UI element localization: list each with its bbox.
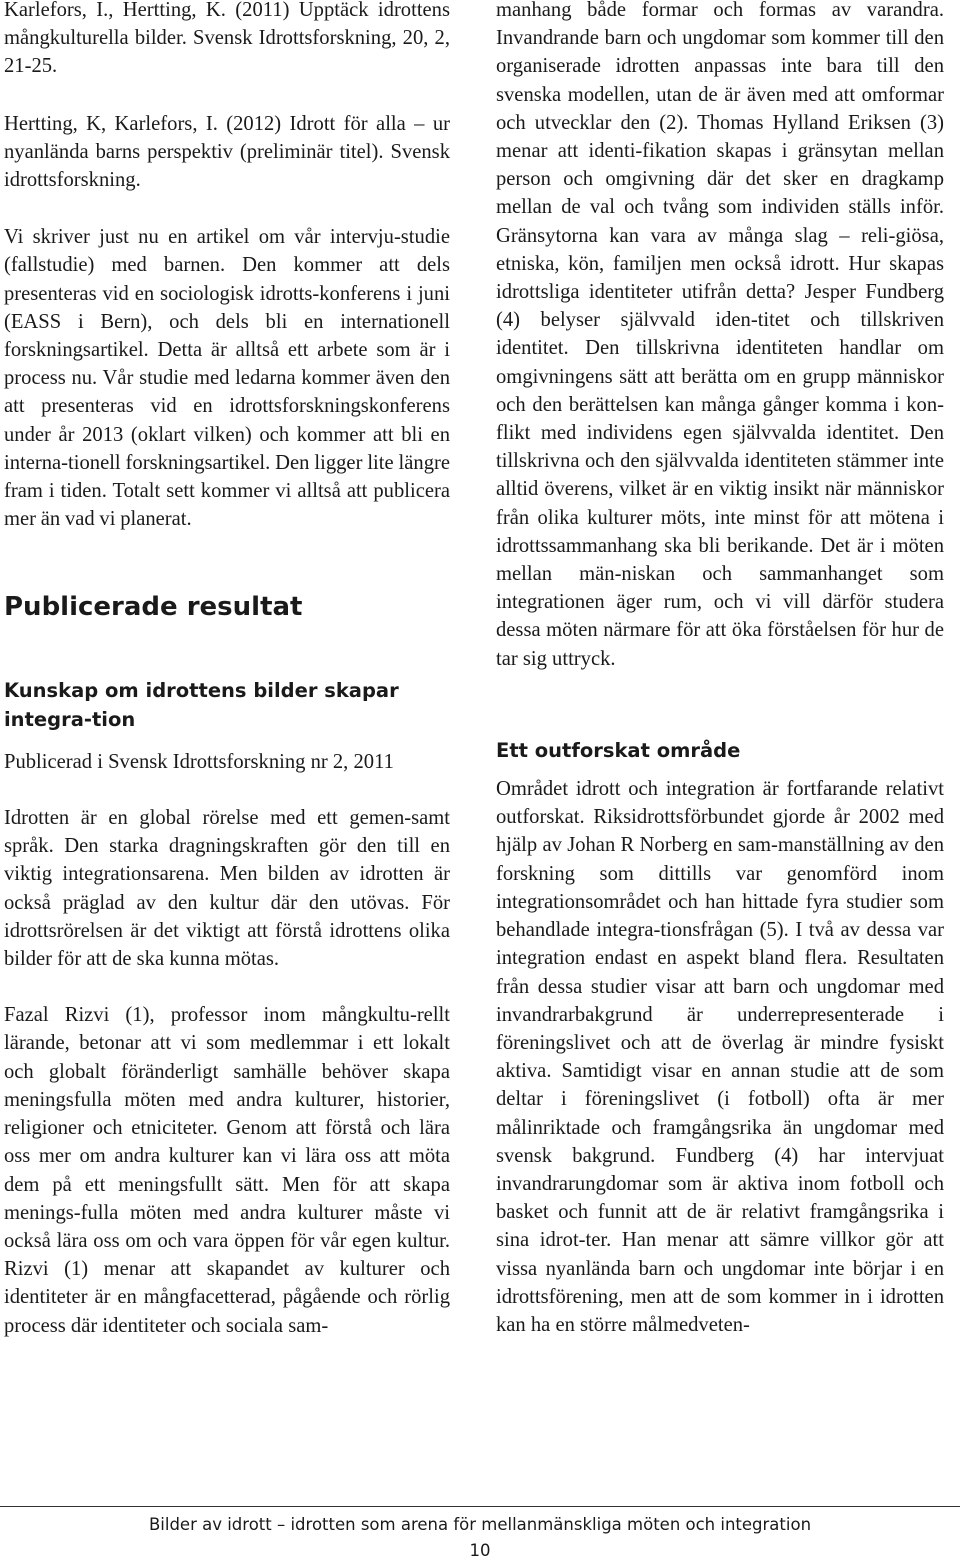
paragraph-global-movement: Idrotten är en global rörelse med ett gemen-samt språk. Den starka dragningskraften gör den till en viktig integrationsarena. Men bilden av idrotten är också präglad av den kultur där den utövas. För idrottsrörelsen är det viktigt att förstå idrottens olika bilder för att de ska kunna mötas.: [4, 807, 450, 971]
section-subheading-outforskat: Ett outforskat område: [496, 738, 741, 762]
reference-karlefors-hertting-2011: Karlefors, I., Hertting, K. (2011) Upptäck idrottens mångkulturella bilder. Svensk Idrottsforskning, 20, 2, 21-25.: [4, 0, 450, 78]
left-column: [4, 0, 450, 1340]
paragraph-outforskat-omrade: Området idrott och integration är fortfarande relativt outforskat. Riksidrottsförbundet gjorde år 2002 med hjälp av Johan R Norberg en sam-manställning av den forskning som dittills var genomförd inom integrationsområdet och han hittade fyra studier som behandlade integra-tionsfrågan (5). I två av dessa var integration endast en aspekt bland flera. Resultaten från dessa studier visar att barn och ungdomar med invandrarbakgrund är underrepresenterade i föreningslivet och att de överlag är mindre fysiskt aktiva. Samtidigt visar en annan studie att de som deltar i föreningslivet (i fotboll) ofta är mer målinriktade och framgångsrika än ungdomar med svensk bakgrund. Fundberg (4) har intervjuat invandrarungdomar som är aktiva inom fotboll och basket och funnit att de är relativt framgångsrika i sina idrot-ter. Han menar att sämre villkor gör att vissa nyanlända barn och ungdomar inte börjar i en idrottsförening, men att de som kommer in i idrotten kan ha en större målmedveten-: [496, 778, 944, 1336]
right-column: [496, 0, 944, 1339]
page-number: 10: [469, 1541, 491, 1560]
footer-caption: Bilder av idrott – idrotten som arena för mellanmänskliga möten och integration: [148, 1515, 812, 1534]
paragraph-rizvi: Fazal Rizvi (1), professor inom mångkultu-rellt lärande, betonar att vi som medlemmar i ett lokalt och globalt föränderligt samhälle behöver skapa meningsfulla möten med andra kulturer, historier, religioner och etniciteter. Genom att förstå och lära oss mer om andra kulturer kan vi lära oss att möta dem på ett meningsfullt sätt. Men för att skapa menings-fulla möten med andra kulturer måste vi också lära oss om och vara öppen för vår egen kultur. Rizvi (1) menar att skapandet av kulturer och identiteter är en mångfacetterad, pågående och rörlig process där identiteter och sociala sam-: [4, 1004, 450, 1337]
intro-paragraph: Vi skriver just nu en artikel om vår intervju-studie (fallstudie) med barnen. Den kommer att dels presenteras vid en sociologisk idrotts-konferens i juni (EASS i Bern), och dels bli en internationell forskningsartikel. Detta är alltså ett arbete som är i process nu. Vår studie med ledarna kommer även den att presenteras vid en idrottsforskningskonferens under år 2013 (oklart vilken) och kommer att bli en interna-tionell forskningsartikel. Den ligger lite längre fram i tiden. Totalt sett kommer vi alltså att publicera mer än vad vi planerat.: [4, 226, 450, 531]
paragraph-continued: manhang både formar och formas av varandra. Invandrande barn och ungdomar som kommer till den organiserade idrotten anpassas inte bara till den svenska modellen, utan de är även med att omformar och utvecklar den (2). Thomas Hylland Eriksen (3) menar att identi-fikation skapas i gränsytan mellan person och omgivning där det sker en dragkamp mellan de val och tvång som individen ställs inför. Gränsytorna kan vara av många slag – reli-giösa, etniska, kön, familjen men också idrott. Hur skapas idrottsliga identiteter utifrån detta? Jesper Fundberg (4) belyser självvald iden-titet och tillskriven identitet. Den tillskrivna identiteten handlar om omgivningens sätt att berätta om en grupp människor och den berättelsen kan många gånger komma i kon-flikt med individens egen självvalda identitet. Den tillskrivna och den självvalda identiteten stämmer inte alltid överens, vilket är en viktig insikt när människor från olika kulturer möts, inte minst för att mötena i idrottssammanhang ska bli berikande. Det är i möten mellan män-niskan och sammanhanget som integrationen äger rum, och vi vill därför studera dessa möten närmare för att öka förståelsen för hur de tar sig uttryck.: [496, 0, 944, 670]
section-heading: Publicerade resultat: [4, 592, 303, 623]
reference-hertting-karlefors-2012: Hertting, K, Karlefors, I. (2012) Idrott för alla – ur nyanlända barns perspektiv (preliminär titel). Svensk idrottsforskning.: [4, 112, 450, 192]
publication-info: Publicerad i Svensk Idrottsforskning nr 2, 2011: [4, 750, 394, 773]
article-subheading: Kunskap om idrottens bilder skapar integra-tion: [4, 679, 399, 731]
footer-divider: [0, 1506, 960, 1507]
